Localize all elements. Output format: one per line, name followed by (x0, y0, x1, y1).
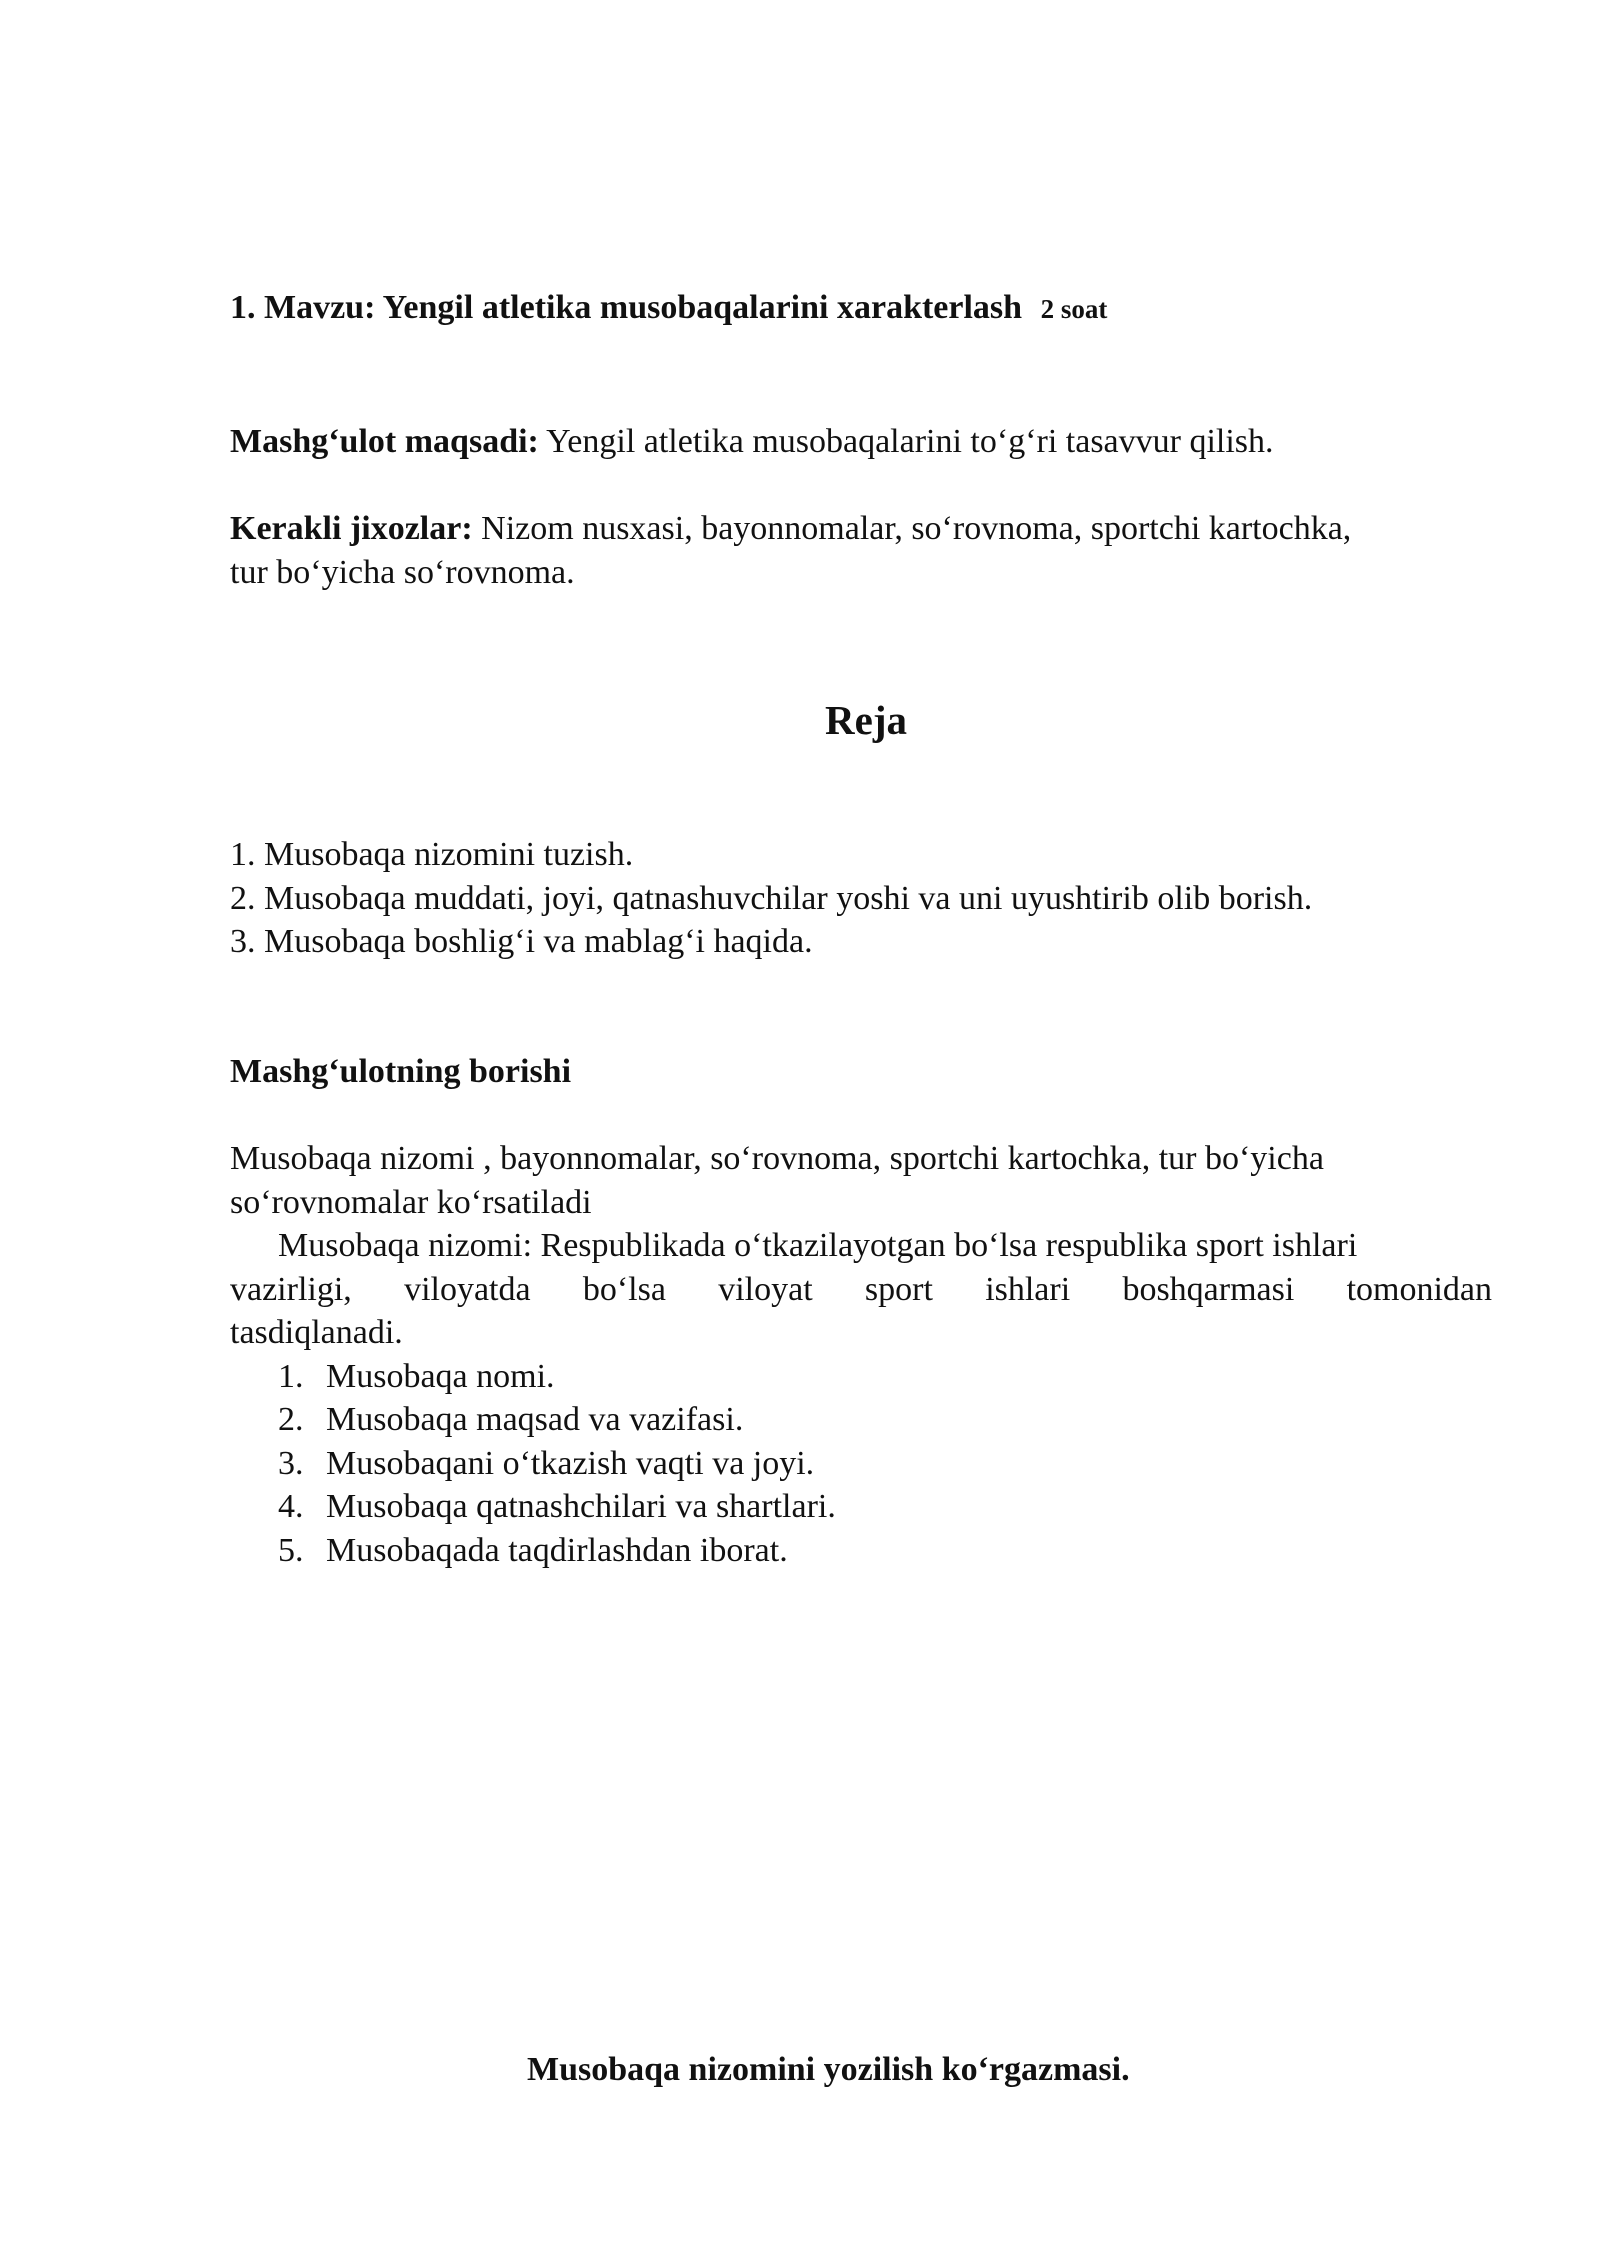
equipment-line-1 (230, 507, 1351, 550)
equipment-label: Kerakli jixozlar: (230, 510, 473, 547)
goal-line (230, 420, 1274, 463)
progress-intro-1: Musobaqa nizomi , bayonnomalar, so‘rovnoma, sportchi kartochka, tur bo‘yicha (230, 1140, 1324, 1177)
paragraph-word: bo‘lsa (582, 1271, 666, 1308)
plan-heading: Reja (825, 697, 907, 743)
paragraph-word: boshqarmasi (1122, 1271, 1295, 1308)
list-text: Musobaqa qatnashchilari va shartlari. (326, 1488, 836, 1525)
list-number: 5. (278, 1532, 304, 1569)
progress-heading: Mashg‘ulotning borishi (230, 1053, 572, 1090)
paragraph-word: viloyat (718, 1271, 813, 1308)
topic-hours: 2 soat (1040, 294, 1108, 324)
list-text: Musobaqada taqdirlashdan iborat. (326, 1532, 788, 1569)
progress-paragraph-3: tasdiqlanadi. (230, 1314, 403, 1351)
paragraph-word: viloyatda (404, 1271, 531, 1308)
list-number: 1. (278, 1358, 304, 1395)
goal-label: Mashg‘ulot maqsadi: (230, 423, 539, 460)
paragraph-word: ishlari (985, 1271, 1071, 1308)
equipment-text-2: tur bo‘yicha so‘rovnoma. (230, 554, 575, 591)
list-text: Musobaqa maqsad va vazifasi. (326, 1401, 744, 1438)
list-item (278, 1529, 788, 1572)
progress-paragraph-1: Musobaqa nizomi: Respublikada o‘tkazilayotgan bo‘lsa respublika sport ishlari (278, 1227, 1358, 1264)
paragraph-word: tomonidan (1346, 1271, 1492, 1308)
list-text: Musobaqa nomi. (326, 1358, 555, 1395)
plan-item: 1. Musobaqa nizomini tuzish. (230, 836, 634, 873)
list-item (278, 1398, 743, 1441)
footer-heading: Musobaqa nizomini yozilish ko‘rgazmasi. (527, 2051, 1130, 2088)
goal-text: Yengil atletika musobaqalarini to‘g‘ri tasavvur qilish. (546, 423, 1274, 460)
list-number: 4. (278, 1488, 304, 1525)
list-text: Musobaqani o‘tkazish vaqti va joyi. (326, 1445, 815, 1482)
list-number: 2. (278, 1401, 304, 1438)
equipment-line-2 (230, 551, 575, 594)
list-item (278, 1485, 836, 1528)
progress-paragraph-2 (230, 1268, 1492, 1311)
list-number: 3. (278, 1445, 304, 1482)
list-item (278, 1355, 555, 1398)
plan-item: 3. Musobaqa boshlig‘i va mablag‘i haqida. (230, 923, 813, 960)
topic-title-line (230, 286, 1107, 331)
paragraph-word: sport (864, 1271, 933, 1308)
progress-intro-2: so‘rovnomalar ko‘rsatiladi (230, 1184, 592, 1221)
equipment-text-1: Nizom nusxasi, bayonnomalar, so‘rovnoma, sportchi kartochka, (481, 510, 1352, 547)
plan-item: 2. Musobaqa muddati, joyi, qatnashuvchilar yoshi va uni uyushtirib olib borish. (230, 880, 1313, 917)
list-item (278, 1442, 814, 1485)
paragraph-word: vazirligi, (230, 1271, 352, 1308)
topic-title: 1. Mavzu: Yengil atletika musobaqalarini xarakterlash (230, 289, 1023, 326)
